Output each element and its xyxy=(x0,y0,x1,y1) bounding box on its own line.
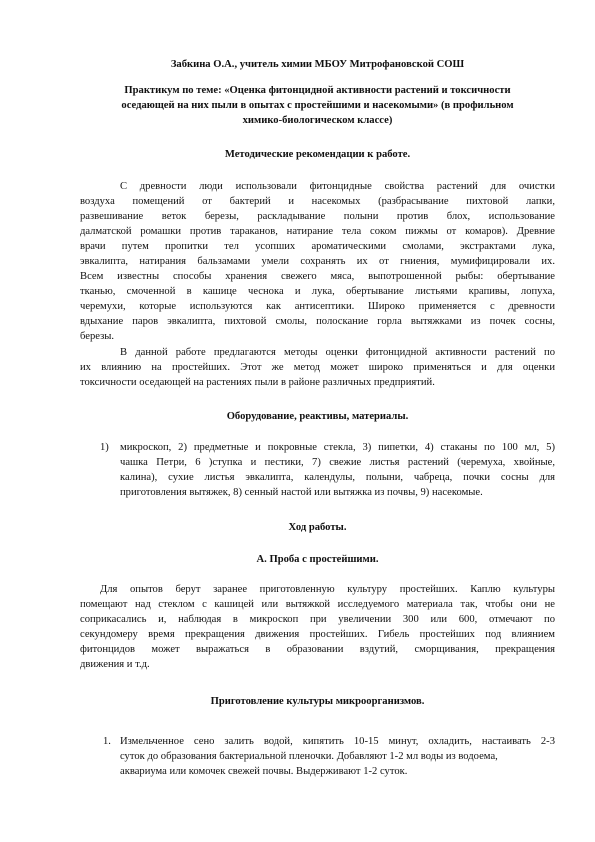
paragraph-line: врачи путем пропитки тел усопших ароматическими смолами, экстрактами лука, xyxy=(80,241,555,252)
paragraph-line: Всем известны способы хранения свежего мяса, выпотрошенной рыбы: обертывание xyxy=(80,271,555,282)
paragraph-line: фитонцидов может выражаться в образовании вздутий, сморщивания, прекращения xyxy=(80,644,555,655)
paragraph-line: тканью, смоченной в кашице чеснока и лука, обертывание листьями крапивы, лопуха, xyxy=(80,286,555,297)
list-number: 1) xyxy=(100,442,109,453)
paragraph-line: эвкалипта, натирания бальзамами умели сохранять их от гниения, мумифицировали их. xyxy=(80,256,555,267)
title-line-2: оседающей на них пыли в опытах с простейшими и насекомыми» (в профильном xyxy=(121,100,514,111)
paragraph-line: березы. xyxy=(80,331,115,342)
paragraph-line: Для опытов берут заранее приготовленную культуру простейших. Каплю культуры xyxy=(100,584,555,595)
culture-heading: Приготовление культуры микроорганизмов. xyxy=(210,696,425,707)
protozoa-test-heading: А. Проба с простейшими. xyxy=(256,554,379,565)
progress-heading: Ход работы. xyxy=(288,522,347,533)
list-item-line: чашка Петри, 6 )ступка и пестики, 7) свежие листья растений (черемуха, хвойные, xyxy=(120,457,555,468)
list-item-line: Измельченное сено залить водой, кипятить 10-15 минут, охладить, настаивать 2-3 xyxy=(120,736,555,747)
list-item-line: суток до образования бактериальной пленочки. Добавляют 1-2 мл воды из водоема, xyxy=(120,751,498,762)
list-item-line: аквариума или комочек свежей почвы. Выдерживают 1-2 суток. xyxy=(120,766,408,777)
paragraph-line: соприкасались и, наблюдая в микроскоп при увеличении 300 или 600, отмечают по xyxy=(80,614,555,625)
title-line-1: Практикум по теме: «Оценка фитонцидной активности растений и токсичности xyxy=(124,85,511,96)
paragraph-line: В данной работе предлагаются методы оценки фитонцидной активности растений по xyxy=(120,347,555,358)
title-line-3: химико-биологическом классе) xyxy=(242,115,393,126)
paragraph-line: движения и т.д. xyxy=(80,659,150,670)
paragraph-line: черемухи, которые используются как антисептики. Широко применяется с древности xyxy=(80,301,555,312)
paragraph-line: помещают над стеклом с кашицей или вытяжкой исследуемого материала так, чтобы они не xyxy=(80,599,555,610)
paragraph-line: их влиянию на простейших. Этот же метод может широко применяться и для оценки xyxy=(80,362,555,373)
list-number: 1. xyxy=(103,736,111,747)
paragraph-line: секундомеру время прекращения движения простейших. Гибель простейших под влиянием xyxy=(80,629,555,640)
methods-heading: Методические рекомендации к работе. xyxy=(224,149,411,160)
paragraph-line: токсичности оседающей на растениях пыли в районе различных предприятий. xyxy=(80,377,435,388)
list-item-line: приготовления вытяжек, 8) сенный настой или вытяжка из почвы, 9) насекомые. xyxy=(120,487,483,498)
paragraph-line: вдыхание паров эвкалипта, пихтовой смолы, полоскание горла вытяжками из почек сосны, xyxy=(80,316,555,327)
list-item-line: калина), сухие листья эвкалипта, календулы, полыни, чабреца, почки сосны для xyxy=(120,472,555,483)
paragraph-line: С древности люди использовали фитонцидные свойства растений для очистки xyxy=(120,181,555,192)
equipment-heading: Оборудование, реактивы, материалы. xyxy=(226,411,409,422)
author-line: Забкина О.А., учитель химии МБОУ Митрофановской СОШ xyxy=(170,59,465,70)
paragraph-line: развешивание веток березы, раскладывание полыни против блох, использование xyxy=(80,211,555,222)
list-item-line: микроскоп, 2) предметные и покровные стекла, 3) пипетки, 4) стаканы по 100 мл, 5) xyxy=(120,442,555,453)
paragraph-line: далматской ромашки против тараканов, натирание тела соком пижмы от комаров). Древние xyxy=(80,226,555,237)
paragraph-line: воздуха помещений от бактерий и насекомых (разбрасывание пихтовой лапки, xyxy=(80,196,555,207)
